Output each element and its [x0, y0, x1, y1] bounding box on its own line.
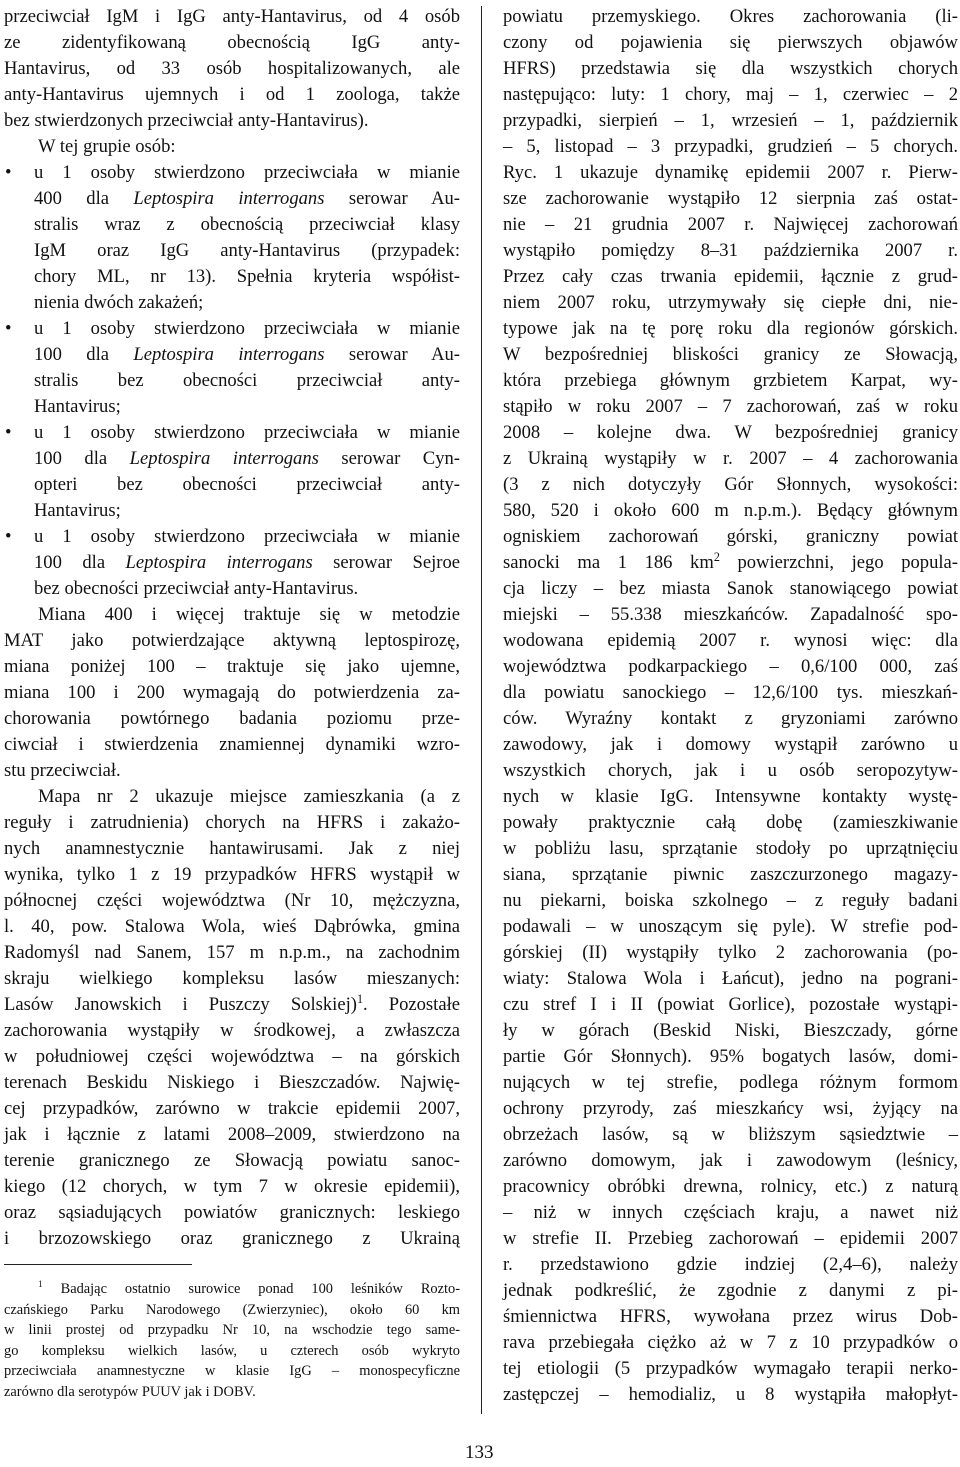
text-line	[4, 238, 460, 264]
text-line	[503, 1226, 958, 1252]
text-line-text: stralis wraz z obecnością przeciwciał klasy	[34, 214, 460, 235]
text-line-text: 580, 520 i około 600 m n.p.m.). Będący głównym	[503, 500, 958, 521]
text-line-text: terenach Beskidu Niskiego i Bieszczadów. Najwię-	[4, 1072, 460, 1093]
text-line-text: u 1 osoby stwierdzono przeciwciała w mianie	[34, 526, 460, 547]
text-line	[503, 56, 958, 82]
text-line-text: stu przeciwciał.	[4, 760, 121, 781]
footnote-line	[4, 1279, 460, 1300]
text-line-text: miejski – 55.338 mieszkańców. Zapadalność spo-	[503, 604, 958, 625]
text-line-text: Ryc. 1 ukazuje dynamikę epidemii 2007 r. Pierw-	[503, 162, 958, 183]
text-line	[503, 628, 958, 654]
text-line	[503, 706, 958, 732]
text-line	[503, 186, 958, 212]
text-line	[503, 992, 958, 1018]
text-line	[503, 160, 958, 186]
text-line-text: reguły i zatrudnienia) chorych na HFRS i zakażo-	[4, 812, 460, 833]
page-number: 133	[465, 1442, 494, 1463]
text-line	[503, 472, 958, 498]
text-line	[503, 758, 958, 784]
text-line	[503, 732, 958, 758]
text-line	[503, 1096, 958, 1122]
text-line-text: stralis bez obecności przeciwciał anty-	[34, 370, 460, 391]
text-line-text: jak i łącznie z latami 2008–2009, stwierdzono na	[4, 1124, 460, 1145]
text-line-text: bez obecności przeciwciał anty-Hantavirus.	[34, 578, 359, 599]
text-line	[503, 1122, 958, 1148]
text-line-text: Hantavirus;	[34, 500, 121, 521]
text-line-text: dla powiatu sanockiego – 12,6/100 tys. mieszkań-	[503, 682, 958, 703]
text-line	[4, 940, 460, 966]
text-line	[4, 758, 460, 784]
text-line-text: rava przebiegała ciężko aż w 7 z 10 przypadków o	[503, 1332, 958, 1353]
text-line	[503, 1018, 958, 1044]
text-line	[503, 836, 958, 862]
text-line	[4, 524, 460, 550]
text-line-text: chorowania powtórnego badania poziomu prze-	[4, 708, 460, 729]
text-line-text: anty-Hantavirus ujemnych i od 1 zoologa, także	[4, 84, 460, 105]
footnote-line	[4, 1341, 460, 1362]
text-line	[503, 30, 958, 56]
text-line-text: jednak podkreślić, że zgodnie z danymi z pi-	[503, 1280, 958, 1301]
footnote-line-text: czańskiego Parku Narodowego (Zwierzyniec), około 60 km	[4, 1301, 460, 1318]
text-line	[503, 1252, 958, 1278]
text-line-text: górskiej (II) wystąpiły tylko 2 zachorowania (po-	[503, 942, 958, 963]
text-line-text: przypadki, sierpień – 1, wrzesień – 1, październik	[503, 110, 958, 131]
bullet-icon: •	[5, 526, 12, 547]
text-line	[4, 160, 460, 186]
text-line-text: wynika, tylko 1 z 19 przypadków HFRS wystąpił w	[4, 864, 460, 885]
text-line	[4, 602, 460, 628]
text-line-text: czony od pojawienia się pierwszych objawów	[503, 32, 958, 53]
text-line-text: sze zachorowanie wystąpiło 12 sierpnia zaś ostat-	[503, 188, 958, 209]
text-line	[503, 1200, 958, 1226]
text-line-text: siana, sprzątanie piwnic zaszczurzonego magazy-	[503, 864, 958, 885]
text-line	[4, 862, 460, 888]
footnote-line-text: zarówno dla serotypów PUUV jak i DOBV.	[4, 1383, 256, 1400]
bullet-icon: •	[5, 422, 12, 443]
text-line	[4, 888, 460, 914]
text-line	[503, 1174, 958, 1200]
text-line	[503, 1356, 958, 1382]
text-line	[503, 862, 958, 888]
text-line-text: miana 100 i 200 wymagają do potwierdzenia za-	[4, 682, 460, 703]
text-line-text: w południowej części województwa – na górskich	[4, 1046, 460, 1067]
text-line-text: zastępczej – hemodializ, u 8 wystąpiła małopłyt-	[503, 1384, 958, 1405]
text-line	[503, 134, 958, 160]
text-line-text: ców. Wyraźny kontakt z gryzoniami zarówno	[503, 708, 958, 729]
text-line	[4, 420, 460, 446]
text-line-text: nych w klasie IgG. Intensywne kontakty wystę-	[503, 786, 958, 807]
text-line	[503, 108, 958, 134]
text-line	[4, 394, 460, 420]
text-line-text: (3 z nich dotyczyły Gór Słonnych, wysokości:	[503, 474, 958, 495]
text-line-text: nienia dwóch zakażeń;	[34, 292, 204, 313]
text-line	[4, 550, 460, 576]
text-line	[4, 992, 460, 1018]
text-line-text: stąpiło w roku 2007 – 7 zachorowań, zaś w roku	[503, 396, 958, 417]
footnote-line-text: $^1$ Badając ostatnio surowice ponad 100 leśników Rozto-	[38, 1280, 460, 1297]
text-line-text: W tej grupie osób:	[38, 136, 176, 157]
text-line	[503, 4, 958, 30]
text-line	[4, 1070, 460, 1096]
footnote-line-text: przeciwciała anamnestyczne w klasie IgG – monospecyficzne	[4, 1363, 460, 1380]
text-line-text: terenie granicznego ze Słowacją powiatu sanoc-	[4, 1150, 460, 1171]
text-line	[4, 4, 460, 30]
text-line-text: zarówno domowym, jak i zawodowym (leśnicy,	[503, 1150, 958, 1171]
text-line-text: zawodowy, jak i domowy wystąpił zarówno u	[503, 734, 958, 755]
text-line-text: cja liczy – bez miasta Sanok stanowiącego powiat	[503, 578, 958, 599]
text-line	[503, 1304, 958, 1330]
text-line-text: nujących w tej strefie, podlega różnym formom	[503, 1072, 958, 1093]
text-line	[503, 212, 958, 238]
text-line-text: chory ML, nr 13). Spełnia kryteria współist-	[34, 266, 460, 287]
text-line	[503, 888, 958, 914]
left-column	[4, 4, 460, 1403]
text-line	[503, 1044, 958, 1070]
text-line-text: nie – 21 grudnia 2007 r. Najwięcej zachorowań	[503, 214, 958, 235]
text-line	[4, 134, 460, 160]
text-line	[4, 342, 460, 368]
text-line	[4, 186, 460, 212]
text-line-text: u 1 osoby stwierdzono przeciwciała w mianie	[34, 318, 460, 339]
text-line-text: 100 dla Leptospira interrogans serowar Au-	[34, 344, 460, 365]
text-line-text: wiaty: Stalowa Wola i Łańcut), jedno na pograni-	[503, 968, 958, 989]
bullet-icon: •	[5, 162, 12, 183]
text-line-text: MAT jako potwierdzające aktywną leptospirozę,	[4, 630, 460, 651]
text-line	[503, 654, 958, 680]
text-line	[503, 394, 958, 420]
text-line	[4, 1226, 460, 1252]
text-line	[503, 368, 958, 394]
text-line	[503, 680, 958, 706]
text-line	[503, 1070, 958, 1096]
text-line	[4, 784, 460, 810]
text-line	[4, 914, 460, 940]
text-line-text: Przez cały czas trwania epidemii, łącznie z grud-	[503, 266, 958, 287]
text-line-text: z Ukrainą wystąpiły w r. 2007 – 4 zachorowania	[503, 448, 958, 469]
text-line	[503, 238, 958, 264]
text-line-text: Mapa nr 2 ukazuje miejsce zamieszkania (a z	[38, 786, 460, 807]
text-line	[4, 82, 460, 108]
text-line-text: Lasów Janowskich i Puszczy Solskiej)$^1$. Pozostałe	[4, 991, 460, 1015]
text-line	[503, 524, 958, 550]
text-line-text: typowe jak na tę porę roku dla regionów górskich.	[503, 318, 958, 339]
text-line	[503, 576, 958, 602]
text-line-text: ze zidentyfikowaną obecnością IgG anty-	[4, 32, 460, 53]
text-line	[4, 576, 460, 602]
text-line	[4, 212, 460, 238]
text-line	[503, 264, 958, 290]
text-line-text: śmiennictwa HFRS, wywołana przez wirus Dob-	[503, 1306, 958, 1327]
text-line-text: partie Gór Słonnych). 95% bogatych lasów, domi-	[503, 1046, 958, 1067]
text-line-text: ły w górach (Beskid Niski, Bieszczady, górne	[503, 1020, 958, 1041]
text-line-text: przeciwciał IgM i IgG anty-Hantavirus, od 4 osób	[4, 6, 460, 27]
text-line	[503, 940, 958, 966]
text-line	[4, 654, 460, 680]
text-line-text: r. przedstawiono gdzie indziej (2,4–6), należy	[503, 1254, 958, 1275]
text-line	[503, 1382, 958, 1408]
text-line	[4, 1148, 460, 1174]
text-line	[503, 1148, 958, 1174]
text-line-text: ogniskiem zachorowań górski, graniczny powiat	[503, 526, 958, 547]
text-line-text: w strefie II. Przebieg zachorowań – epidemii 2007	[503, 1228, 958, 1249]
text-line-text: powały praktycznie całą dobę (zamieszkiwanie	[503, 812, 958, 833]
text-line	[4, 498, 460, 524]
text-line-text: ochrony przyrody, zaś mieszkańcy wsi, żyjący na	[503, 1098, 958, 1119]
text-line-text: skraju wielkiego kompleksu lasów mieszanych:	[4, 968, 460, 989]
footnote-line	[4, 1320, 460, 1341]
text-line	[503, 602, 958, 628]
text-line-text: obrzeżach lasów, są w bliższym sąsiedztwie –	[503, 1124, 958, 1145]
text-line-text: sanocki ma 1 186 $km^2$ powierzchni, jego popula-	[503, 549, 958, 573]
footnote-line	[4, 1300, 460, 1321]
text-line-text: wystąpiło pomiędzy 8–31 października 2007 r.	[503, 240, 958, 261]
text-line	[4, 836, 460, 862]
text-line-text: 100 dla Leptospira interrogans serowar Cyn-	[34, 448, 460, 469]
text-line-text: HFRS) przedstawia się dla wszystkich chorych	[503, 58, 958, 79]
text-line-text: bez stwierdzonych przeciwciał anty-Hantavirus).	[4, 110, 369, 131]
text-line	[503, 420, 958, 446]
text-line	[503, 784, 958, 810]
text-line	[4, 56, 460, 82]
text-line-text: wodowana epidemią 2007 r. wynosi więc: dla	[503, 630, 958, 651]
text-line-text: u 1 osoby stwierdzono przeciwciała w mianie	[34, 422, 460, 443]
text-line	[503, 446, 958, 472]
right-column	[503, 4, 958, 1408]
text-line	[4, 1044, 460, 1070]
text-line-text: wszystkich chorych, jak i u osób seropozytyw-	[503, 760, 958, 781]
text-line-text: 2008 – kolejne dwa. W bezpośredniej granicy	[503, 422, 958, 443]
text-line	[4, 264, 460, 290]
footnote-line-text: w linii prostej od przypadku Nr 10, na wschodzie tego same-	[4, 1322, 460, 1339]
text-line	[4, 706, 460, 732]
text-line-text: i brzozowskiego oraz granicznego z Ukrainą	[4, 1228, 460, 1249]
text-line	[503, 914, 958, 940]
text-line-text: ciwciał i stwierdzenia znamiennej dynamiki wzro-	[4, 734, 460, 755]
text-line	[4, 1122, 460, 1148]
text-line	[4, 966, 460, 992]
bullet-icon: •	[5, 318, 12, 339]
text-line-text: nych anamnestycznie hantawirusami. Jak z niej	[4, 838, 460, 859]
footnote-line	[4, 1361, 460, 1382]
text-line-text: województwa podkarpackiego – 0,6/100 000, zaś	[503, 656, 958, 677]
text-line	[503, 1330, 958, 1356]
text-line	[4, 30, 460, 56]
text-line	[503, 966, 958, 992]
text-line	[503, 498, 958, 524]
text-line-text: opteri bez obecności przeciwciał anty-	[34, 474, 460, 495]
text-line-text: północnej części województwa (Nr 10, mężczyzna,	[4, 890, 460, 911]
text-line	[4, 108, 460, 134]
footnote-rule	[4, 1264, 192, 1265]
text-line-text: Miana 400 i więcej traktuje się w metodzie	[38, 604, 460, 625]
text-line-text: w pobliżu lasu, sprzątanie stodoły po uprzątnięciu	[503, 838, 958, 859]
text-line-text: cej przypadków, zarówno w trakcie epidemii 2007,	[4, 1098, 460, 1119]
text-line	[503, 342, 958, 368]
text-line-text: miana poniżej 100 – traktuje się jako ujemne,	[4, 656, 460, 677]
text-line-text: Hantavirus;	[34, 396, 121, 417]
text-line-text: następująco: luty: 1 chory, maj – 1, czerwiec – 2	[503, 84, 958, 105]
text-line	[4, 1096, 460, 1122]
text-line-text: tej etiologii (5 przypadków wymagało terapii nerko-	[503, 1358, 958, 1379]
footnote-line	[4, 1382, 460, 1403]
text-line	[4, 472, 460, 498]
text-line-text: IgM oraz IgG anty-Hantavirus (przypadek:	[34, 240, 460, 261]
text-line	[4, 368, 460, 394]
text-line-text: pracownicy obróbki drewna, rolnicy, etc.) z naturą	[503, 1176, 958, 1197]
text-line-text: Radomyśl nad Sanem, 157 m n.p.m., na zachodnim	[4, 942, 460, 963]
text-line-text: l. 40, pow. Stalowa Wola, wieś Dąbrówka, gmina	[4, 916, 460, 937]
text-line-text: która przebiega głównym grzbietem Karpat, wy-	[503, 370, 958, 391]
text-line	[4, 810, 460, 836]
text-line	[503, 82, 958, 108]
text-line-text: 100 dla Leptospira interrogans serowar Sejroe	[34, 552, 460, 573]
text-line-text: nu piekarni, boiska szkolnego – z reguły badani	[503, 890, 958, 911]
text-line-text: powiatu przemyskiego. Okres zachorowania (li-	[503, 6, 958, 27]
text-line	[4, 1018, 460, 1044]
text-line	[4, 680, 460, 706]
text-line	[503, 550, 958, 576]
text-line	[4, 732, 460, 758]
text-line	[4, 446, 460, 472]
text-line-text: zachorowania wystąpiły w środkowej, a zwłaszcza	[4, 1020, 460, 1041]
text-line-text: Hantavirus, od 33 osób hospitalizowanych, ale	[4, 58, 460, 79]
text-line-text: niem 2007 roku, utrzymywały się ciepłe dni, nie-	[503, 292, 958, 313]
text-line-text: 400 dla Leptospira interrogans serowar Au-	[34, 188, 460, 209]
text-line-text: – 5, listopad – 3 przypadki, grudzień – 5 chorych.	[503, 136, 958, 157]
text-line-text: czu stref I i II (powiat Gorlice), pozostałe wystąpi-	[503, 994, 958, 1015]
text-line	[4, 316, 460, 342]
text-line-text: oraz sąsiadujących powiatów granicznych: leskiego	[4, 1202, 460, 1223]
text-line-text: u 1 osoby stwierdzono przeciwciała w mianie	[34, 162, 460, 183]
text-line-text: kiego (12 chorych, w tym 7 w okresie epidemii),	[4, 1176, 460, 1197]
text-line	[4, 1200, 460, 1226]
footnote-line-text: go kompleksu wielkich lasów, u czterech osób wykryto	[4, 1342, 460, 1359]
text-line	[503, 290, 958, 316]
text-line-text: podawali – w unoszącym się pyle). W strefie pod-	[503, 916, 958, 937]
column-divider	[481, 6, 482, 1414]
text-line-text: – niż w innych częściach kraju, a nawet niż	[503, 1202, 958, 1223]
text-line	[503, 810, 958, 836]
text-line	[4, 290, 460, 316]
text-line	[4, 1174, 460, 1200]
text-line	[503, 1278, 958, 1304]
text-line	[4, 628, 460, 654]
text-line	[503, 316, 958, 342]
text-line-text: W bezpośredniej bliskości granicy ze Słowacją,	[503, 344, 958, 365]
